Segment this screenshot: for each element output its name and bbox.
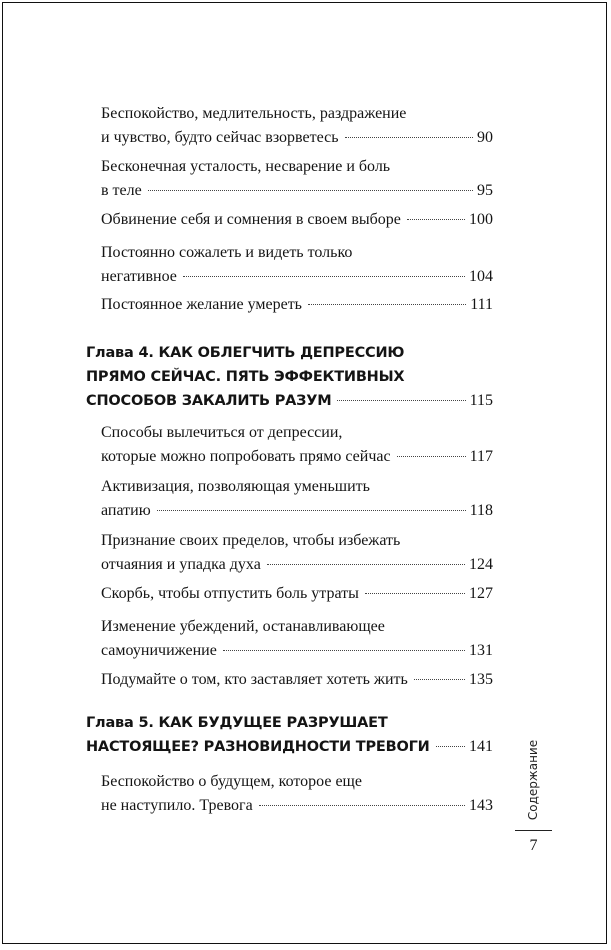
toc-entry-title: Беспокойство, медлительность, раздражение bbox=[101, 105, 407, 122]
dot-leader bbox=[148, 190, 473, 191]
dot-leader bbox=[407, 219, 465, 220]
toc-entry-title: Обвинение себя и сомнения в своем выборе bbox=[101, 211, 401, 228]
toc-entry bbox=[101, 668, 493, 692]
toc-entry bbox=[101, 102, 493, 150]
toc-entry-title: отчаяния и упадка духа bbox=[101, 556, 261, 573]
toc-entry bbox=[101, 582, 493, 606]
book-page bbox=[2, 2, 607, 944]
dot-leader bbox=[365, 593, 465, 594]
toc-entry-title: Изменение убеждений, останавливающее bbox=[101, 618, 385, 635]
folio-divider bbox=[515, 830, 552, 831]
toc-entry bbox=[101, 615, 493, 663]
dot-leader bbox=[223, 650, 465, 651]
toc-entry bbox=[101, 529, 493, 577]
toc-entry bbox=[101, 155, 493, 203]
toc-entry-title: Постоянно сожалеть и видеть только bbox=[101, 244, 353, 261]
toc-page-number: 118 bbox=[469, 502, 493, 519]
dot-leader bbox=[157, 510, 466, 511]
toc-page-number: 143 bbox=[469, 797, 493, 814]
dot-leader bbox=[259, 805, 465, 806]
dot-leader bbox=[414, 679, 465, 680]
toc-entry-title: негативное bbox=[101, 268, 177, 285]
toc-page-number: 124 bbox=[469, 556, 493, 573]
toc-entry-title: Способы вылечиться от депрессии, bbox=[101, 424, 343, 441]
toc-page-number: 111 bbox=[470, 296, 493, 313]
toc-page-number: 127 bbox=[469, 585, 493, 602]
dot-leader bbox=[397, 456, 466, 457]
toc-entry-title: Признание своих пределов, чтобы избежать bbox=[101, 532, 401, 549]
toc-entry-title: в теле bbox=[101, 182, 142, 199]
toc-page-number: 95 bbox=[477, 182, 493, 199]
toc-entry-title: и чувство, будто сейчас взорветесь bbox=[101, 129, 339, 146]
toc-entry bbox=[101, 770, 493, 818]
chapter-title: НАСТОЯЩЕЕ? РАЗНОВИДНОСТИ ТРЕВОГИ bbox=[86, 739, 430, 755]
toc-page-number: 115 bbox=[469, 392, 493, 409]
dot-leader bbox=[183, 276, 465, 277]
toc-entry bbox=[101, 241, 493, 289]
toc-page-number: 131 bbox=[469, 642, 493, 659]
toc-page-number: 117 bbox=[469, 448, 493, 465]
toc-entry-title: Беспокойство о будущем, которое еще bbox=[101, 773, 362, 790]
toc-entry bbox=[101, 475, 493, 523]
toc-entry bbox=[101, 208, 493, 232]
toc-entry bbox=[101, 421, 493, 469]
toc-entry-title: Бесконечная усталость, несварение и боль bbox=[101, 158, 391, 175]
dot-leader bbox=[345, 137, 474, 138]
toc-page-number: 90 bbox=[477, 129, 493, 146]
chapter-title: ПРЯМО СЕЙЧАС. ПЯТЬ ЭФФЕКТИВНЫХ bbox=[86, 369, 405, 385]
toc-entry bbox=[101, 293, 493, 317]
dot-leader bbox=[337, 400, 465, 401]
toc-entry-title: Подумайте о том, кто заставляет хотеть жить bbox=[101, 671, 408, 688]
dot-leader bbox=[436, 746, 465, 747]
toc-chapter-heading bbox=[86, 341, 493, 413]
toc-chapter-heading bbox=[86, 711, 493, 759]
toc-entry-title: не наступило. Тревога bbox=[101, 797, 253, 814]
toc-page-number: 104 bbox=[469, 268, 493, 285]
toc-page-number: 141 bbox=[469, 738, 493, 755]
toc-page-number: 100 bbox=[469, 211, 493, 228]
chapter-title: Глава 4. КАК ОБЛЕГЧИТЬ ДЕПРЕССИЮ bbox=[86, 345, 405, 361]
toc-entry-title: которые можно попробовать прямо сейчас bbox=[101, 448, 391, 465]
running-section-label bbox=[515, 735, 551, 825]
toc-entry-title: самоуничижение bbox=[101, 642, 217, 659]
chapter-title: СПОСОБОВ ЗАКАЛИТЬ РАЗУМ bbox=[86, 393, 332, 409]
toc-entry-title: Постоянное желание умереть bbox=[101, 296, 302, 313]
toc-entry-title: Скорбь, чтобы отпустить боль утраты bbox=[101, 585, 359, 602]
dot-leader bbox=[308, 304, 466, 305]
section-label-text: Содержание bbox=[526, 739, 540, 821]
dot-leader bbox=[267, 564, 465, 565]
chapter-title: Глава 5. КАК БУДУЩЕЕ РАЗРУШАЕТ bbox=[86, 715, 388, 731]
toc-entry-title: апатию bbox=[101, 502, 151, 519]
toc-page-number: 135 bbox=[469, 671, 493, 688]
toc-entry-title: Активизация, позволяющая уменьшить bbox=[101, 478, 370, 495]
page-number: 7 bbox=[529, 837, 538, 854]
